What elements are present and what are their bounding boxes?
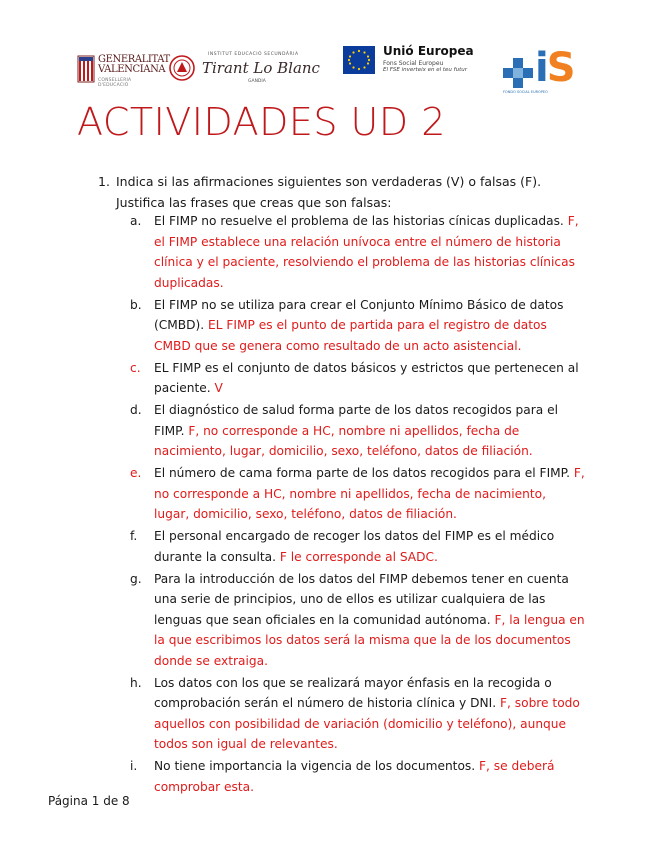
- question-text: Indica si las afirmaciones siguientes son verdaderas (V) o falsas (F). Justifica las frases que creas que son falsas:: [116, 174, 542, 210]
- list-item: [130, 756, 585, 797]
- item-statement: El personal encargado de recoger los datos del FIMP es el médico durante la consulta.: [154, 529, 555, 564]
- item-text: [154, 569, 585, 672]
- item-text: [154, 400, 585, 462]
- item-statement: EL FIMP es el conjunto de datos básicos y estrictos que pertenecen al paciente.: [154, 360, 579, 395]
- question-number: 1.: [98, 174, 110, 189]
- tlb-top-text: INSTITUT EDUCACIÓ SECUNDÀRIA: [208, 52, 299, 57]
- item-statement: Para la introducción de los datos del FIMP debemos tener en cuenta una serie de principios, uno de ellos es utilizar cualquiera de las lenguas que sean oficiales en la comunidad autónoma.: [154, 571, 569, 627]
- item-statement: El FIMP no resuelve el problema de las historias cínicas duplicadas.: [154, 214, 564, 228]
- tlb-sub-text: GANDIA: [248, 79, 266, 84]
- item-statement: Los datos con los que se realizará mayor énfasis en la recogida o comprobación serán el número de historia clínica y DNI.: [154, 675, 552, 710]
- item-letter: d.: [130, 403, 142, 417]
- list-item: [130, 463, 585, 525]
- fse-cross-icon: [503, 58, 533, 88]
- item-statement: El número de cama forma parte de los datos recogidos para el FIMP.: [154, 466, 571, 480]
- item-letter: b.: [130, 297, 142, 312]
- item-answer: F, el FIMP establece una relación unívoca entre el número de historia clínica y el paciente, resolviendo el problema de las historias clínicas duplicadas.: [154, 214, 579, 290]
- item-answer: F, la lengua en la que escribimos los datos será la misma que la de los documentos donde se extraiga.: [154, 612, 585, 668]
- item-statement: No tiene importancia la vigencia de los documentos.: [154, 759, 476, 773]
- item-letter: e.: [130, 466, 142, 480]
- list-item: [130, 295, 585, 357]
- fse-caption: FONDO SOCIAL EUROPEO: [503, 90, 548, 94]
- page-number: Página 1 de 8: [48, 794, 130, 808]
- list-item: [130, 569, 585, 672]
- item-answer: EL FIMP es el punto de partida para el registro de datos CMBD que se genera como resultado de un acto asistencial.: [154, 318, 547, 353]
- tlb-main-text: Tirant Lo Blanc: [202, 59, 320, 77]
- item-letter: a.: [130, 214, 142, 228]
- item-letter: c.: [130, 360, 141, 375]
- fse-letter-i: i: [535, 45, 547, 91]
- list-item: [130, 358, 585, 399]
- item-text: [154, 756, 585, 797]
- item-statement: El FIMP no se utiliza para crear el Conjunto Mínimo Básico de datos (CMBD).: [154, 297, 564, 332]
- item-text: [154, 526, 585, 567]
- item-text: [154, 211, 585, 293]
- list-item: [130, 400, 585, 462]
- item-answer: F, no corresponde a HC, nombre ni apellidos, fecha de nacimiento, lugar, domicilio, sexo, teléfono, datos de filiación.: [154, 423, 533, 458]
- union-europea-logo: [343, 44, 503, 84]
- gva-line2: VALENCIANA: [98, 64, 166, 75]
- list-item: [130, 673, 585, 755]
- item-text: [154, 463, 585, 525]
- ue-title: Unió Europea: [383, 44, 474, 58]
- tirant-lo-blanc-logo: [168, 50, 318, 90]
- generalitat-valenciana-logo: [76, 52, 170, 88]
- list-item: [130, 211, 585, 293]
- item-answer: F le corresponde al SADC.: [279, 549, 438, 564]
- fondo-social-europeo-logo: [503, 46, 593, 94]
- item-statement: El diagnóstico de salud forma parte de los datos recogidos para el FIMP.: [154, 403, 559, 438]
- fse-letter-s: S: [546, 45, 574, 91]
- item-answer: F, sobre todo aquellos con posibilidad de variación (domicilio y teléfono), aunque todos son igual de relevantes.: [154, 696, 580, 751]
- item-letter: g.: [130, 571, 142, 586]
- ue-line2: El FSE inverteix en el teu futur: [383, 67, 467, 73]
- list-item: [130, 526, 585, 567]
- ies-badge-icon: [168, 54, 196, 82]
- answer-list: [130, 211, 585, 799]
- ue-line1: Fons Social Europeu: [383, 60, 444, 67]
- item-letter: i.: [130, 759, 138, 773]
- item-letter: f.: [130, 529, 138, 543]
- item-text: [154, 295, 585, 357]
- item-text: [154, 673, 585, 755]
- item-answer: V: [214, 381, 223, 395]
- item-answer: F, no corresponde a HC, nombre ni apellidos, fecha de nacimiento, lugar, domicilio, sexo, teléfono, datos de filiación.: [154, 466, 585, 521]
- gva-subtitle: CONSELLERIA D'EDUCACIÓ: [98, 78, 132, 88]
- item-text: [154, 358, 585, 399]
- page-title: ACTIVIDADES UD 2: [77, 100, 446, 144]
- item-letter: h.: [130, 675, 142, 690]
- item-answer: F, se deberá comprobar esta.: [154, 759, 555, 794]
- generalitat-emblem-icon: [76, 54, 98, 84]
- eu-flag-icon: [343, 46, 375, 74]
- gva-line1: GENERALITAT: [98, 54, 170, 65]
- header-logos: [76, 40, 596, 96]
